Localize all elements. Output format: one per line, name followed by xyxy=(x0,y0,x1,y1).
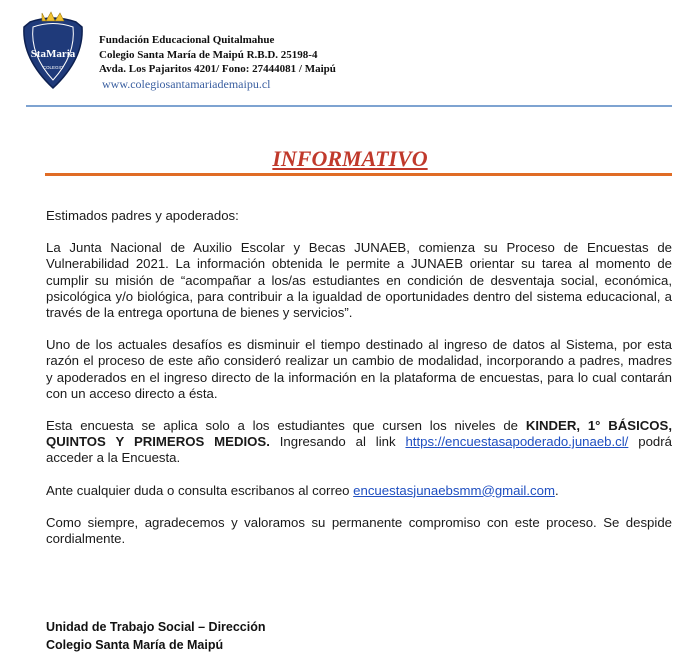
niveles-text-b: Ingresando al link xyxy=(269,434,406,450)
document-title: INFORMATIVO xyxy=(272,146,428,171)
foundation-name: Fundación Educacional Quitalmahue xyxy=(99,34,275,46)
signature-block xyxy=(46,618,266,654)
school-name: Colegio Santa María de Maipú R.B.D. 25198-4 xyxy=(99,48,318,61)
signature-school: Colegio Santa María de Maipú xyxy=(46,638,224,652)
contacto-text-a: Ante cualquier duda o consulta escribanos al correo xyxy=(46,482,354,498)
survey-link[interactable]: https://encuestasapoderado.junaeb.cl/ xyxy=(405,434,629,450)
greeting: Estimados padres y apoderados: xyxy=(46,208,239,223)
paragraph-modalidad: Uno de los actuales desafíos es disminuir el tiempo destinado al ingreso de datos al Sistema, por esta razón el proceso de este año consideró realizar un cambio de modalidad, incorporando a padres, madres y apoderados en el ingreso directo de la información en la plataforma de encuestas, para lo cual contarán con un acceso directo a ésta. xyxy=(46,337,672,401)
header-divider xyxy=(26,105,672,107)
niveles-text-a: Esta encuesta se aplica solo a los estudiantes que cursen los niveles de xyxy=(46,418,526,434)
title-divider xyxy=(45,173,672,176)
letterhead xyxy=(99,33,336,91)
school-address: Avda. Los Pajaritos 4201/ Fono: 27444081 / Maipú xyxy=(99,63,336,75)
school-crest-icon xyxy=(18,9,88,93)
logo-text: StaMaria xyxy=(30,48,76,60)
school-logo xyxy=(18,9,88,93)
paragraph-contacto xyxy=(46,483,672,499)
niveles-text-c: podrá acceder a la Encuesta. xyxy=(46,434,672,466)
logo-subtext: COLEGIO xyxy=(42,65,64,70)
contacto-text-b: . xyxy=(554,482,559,498)
signature-unit: Unidad de Trabajo Social – Dirección xyxy=(46,620,266,634)
school-website: www.colegiosantamariademaipu.cl xyxy=(102,76,271,91)
contact-email-link[interactable]: encuestasjunaebsmm@gmail.com xyxy=(353,482,555,498)
letter-body xyxy=(46,208,672,547)
paragraph-niveles xyxy=(46,418,672,467)
paragraph-despedida: Como siempre, agradecemos y valoramos su permanente compromiso con este proceso. Se despide cordialmente. xyxy=(46,514,672,547)
niveles-highlight: KINDER, 1° BÁSICOS, QUINTOS Y PRIMEROS MEDIOS. xyxy=(46,418,673,450)
paragraph-junaeb: La Junta Nacional de Auxilio Escolar y Becas JUNAEB, comienza su Proceso de Encuestas de Vulnerabilidad 2021. La información obtenida le permite a JUNAEB orientar su tarea al momento de cumplir su misión de “acompañar a los/as estudiantes en condición de desventaja social, económica, psicológica y/o biológica, para contribuir a la igualdad de oportunidades dentro del sistema educacional, a través de la entrega oportuna de bienes y servicios”. xyxy=(46,240,672,321)
